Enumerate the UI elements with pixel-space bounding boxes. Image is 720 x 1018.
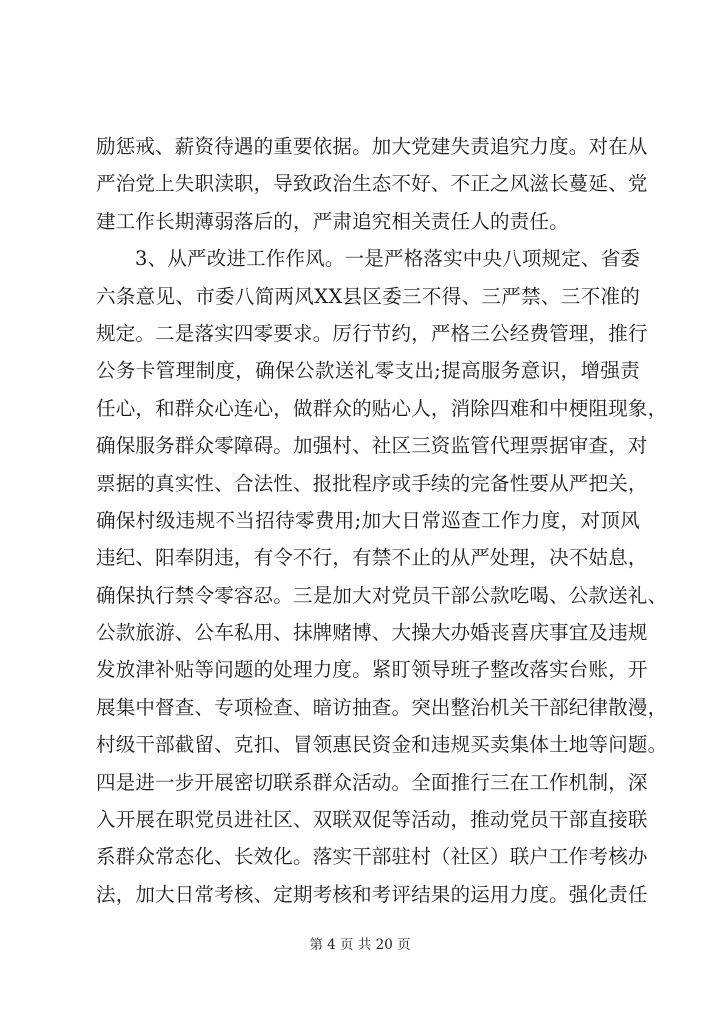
text-line: 发放津补贴等问题的处理力度。紧盯领导班子整改落实台账，开	[96, 658, 648, 682]
text-line: 建工作长期薄弱落后的，严肃追究相关责任人的责任。	[96, 209, 569, 233]
text-line: 任心，和群众心连心，做群众的贴心人，消除四难和中梗阻现象，	[96, 396, 668, 420]
text-line: 规定。二是落实四零要求。厉行节约，严格三公经费管理，推行	[96, 321, 648, 345]
text-line: 法，加大日常考核、定期考核和考评结果的运用力度。强化责任	[96, 882, 648, 906]
text-line: 村级干部截留、克扣、冒领惠民资金和违规买卖集体土地等问题。	[96, 733, 668, 757]
document-body	[96, 128, 668, 913]
text-line: 确保村级违规不当招待零费用;加大日常巡查工作力度，对顶风	[96, 508, 640, 532]
text-line: 票据的真实性、合法性、报批程序或手续的完备性要从严把关，	[96, 471, 648, 495]
text-line: 四是进一步开展密切联系群众活动。全面推行三在工作机制，深	[96, 770, 648, 794]
text-line: 展集中督查、专项检查、暗访抽查。突出整治机关干部纪律散漫，	[96, 695, 668, 719]
text-line: 确保执行禁令零容忍。三是加大对党员干部公款吃喝、公款送礼、	[96, 583, 668, 607]
page-number-footer: 第 4 页 共 20 页	[309, 937, 411, 953]
text-line: 六条意见、市委八简两风XX县区委三不得、三严禁、三不准的	[96, 284, 640, 308]
text-line: 系群众常态化、长效化。落实干部驻村（社区）联户工作考核办	[96, 845, 648, 869]
text-line: 违纪、阳奉阴违，有令不行，有禁不止的从严处理，决不姑息，	[96, 546, 648, 570]
text-line: 励惩戒、薪资待遇的重要依据。加大党建失责追究力度。对在从	[96, 135, 648, 158]
text-line: 严治党上失职渎职，导致政治生态不好、不正之风滋长蔓延、党	[96, 172, 648, 196]
text-line: 入开展在职党员进社区、双联双促等活动，推动党员干部直接联	[96, 808, 648, 832]
section-heading-line: 3、从严改进工作作风。一是严格落实中央八项规定、省委	[135, 247, 641, 271]
text-line: 公务卡管理制度，确保公款送礼零支出;提高服务意识，增强责	[96, 359, 640, 383]
text-line: 公款旅游、公车私用、抹牌赌博、大操大办婚丧喜庆事宜及违规	[96, 621, 648, 645]
text-line: 确保服务群众零障碍。加强村、社区三资监管代理票据审查，对	[96, 434, 648, 458]
